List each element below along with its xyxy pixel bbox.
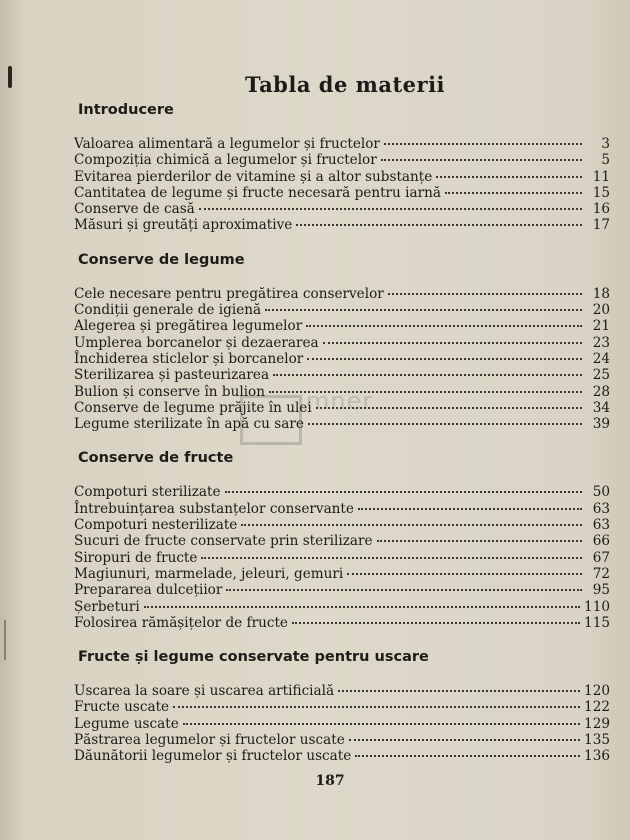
toc-entry [74,302,610,318]
dot-leader [296,224,582,226]
toc-entry-label: Valoarea alimentară a legumelor și fructelor [74,136,380,152]
toc-entry [74,533,610,549]
toc-entry [74,400,610,416]
toc-entry [74,599,610,615]
dot-leader [144,606,580,608]
dot-leader [199,208,582,210]
dot-leader [292,622,580,624]
toc-entry [74,185,610,201]
toc-entry-page: 129 [584,715,610,732]
toc-entry-page: 95 [592,582,610,599]
toc-entry-page: 11 [592,168,610,185]
toc-entry-page: 136 [584,748,610,765]
toc-entry-page: 72 [592,565,610,582]
toc-entry-label: Evitarea pierderilor de vitamine și a altor substanțe [74,168,433,185]
toc-entry-page: 50 [592,484,610,501]
dot-leader [347,573,582,575]
toc-section [74,649,610,764]
toc-entry-page: 115 [584,614,610,631]
toc-entry [74,384,610,400]
dot-leader [445,192,582,194]
section-title: Introducere [78,102,174,118]
toc-entry-page: 25 [592,367,610,384]
toc-entry [74,351,610,367]
toc-entry [74,748,610,764]
toc-entry-label: Siropuri de fructe [74,549,198,566]
toc-entry-page: 39 [592,416,610,433]
dot-leader [306,325,582,327]
toc-section [74,450,610,631]
toc-entry-label: Compoturi sterilizate [74,484,221,501]
toc-entry-label: Fructe uscate [74,699,170,716]
toc-section [74,102,610,234]
toc-entry-label: Condiții generale de igienă [74,302,262,319]
toc-entry-label: Legume uscate [74,715,179,732]
dot-leader [338,690,580,692]
toc-entry-page: 63 [592,517,610,534]
toc-entry-page: 3 [601,136,610,152]
toc-entry-label: Sterilizarea și pasteurizarea [74,367,270,384]
toc-entry [74,201,610,217]
toc-entry-label: Dăunătorii legumelor și fructelor uscate [74,748,352,765]
toc-entry [74,136,610,152]
toc-entry [74,335,610,351]
dot-leader [225,491,582,493]
toc-entry-page: 28 [592,383,610,400]
toc-entry-page: 24 [592,350,610,367]
dot-leader [358,508,582,510]
toc-entry-page: 5 [601,152,610,169]
toc-entry [74,217,610,233]
toc-entry-label: Cele necesare pentru pregătirea conservelor [74,285,384,302]
toc-entry [74,416,610,432]
dot-leader [381,159,582,161]
page-number: 187 [315,773,345,789]
toc-entry-page: 20 [592,302,610,319]
toc-entry-page: 122 [584,699,610,716]
toc-entry [74,517,610,533]
table-of-contents [74,102,610,783]
dot-leader [377,540,582,542]
dot-leader [201,557,582,559]
toc-entry [74,550,610,566]
toc-entry-label: Sucuri de fructe conservate prin sterilizare [74,533,373,550]
dot-leader [273,374,582,376]
dot-leader [349,739,580,741]
toc-entry [74,615,610,631]
toc-entry [74,582,610,598]
dot-leader [308,423,582,425]
toc-entry-page: 34 [592,399,610,416]
toc-entry-label: Folosirea rămășițelor de fructe [74,614,288,631]
toc-entry [74,318,610,334]
toc-entry-page: 16 [592,201,610,218]
toc-entry [74,566,610,582]
toc-section [74,252,610,433]
dot-leader [265,309,582,311]
dot-leader [226,589,582,591]
toc-entry-page: 63 [592,500,610,517]
toc-entry-label: Întrebuințarea substanțelor conservante [74,500,354,517]
toc-entry-label: Conserve de legume prăjite în ulei [74,399,312,416]
toc-entry [74,152,610,168]
section-title: Fructe și legume conservate pentru uscare [78,649,429,666]
toc-entry-page: 67 [592,549,610,566]
toc-entry-label: Umplerea borcanelor și dezaerarea [74,334,319,351]
toc-entry-page: 23 [592,334,610,351]
toc-entry-label: Conserve de casă [74,201,195,218]
dot-leader [436,176,582,178]
toc-entry-label: Păstrarea legumelor și fructelor uscate [74,732,345,749]
dot-leader [269,391,582,393]
toc-entry-page: 135 [584,732,610,749]
toc-entry-page: 110 [584,598,610,615]
dot-leader [183,723,580,725]
toc-entry-page: 66 [592,533,610,550]
toc-entry-label: Prepararea dulcețiior [74,582,223,599]
toc-entry-label: Bulion și conserve în bulion [74,383,265,400]
toc-entry-label: Șerbeturi [74,598,140,615]
toc-entry-label: Măsuri și greutăți aproximative [74,217,293,234]
toc-entry-label: Compoziția chimică a legumelor și fructelor [74,152,377,169]
dot-leader [316,407,582,409]
toc-entry [74,169,610,185]
toc-entry [74,683,610,699]
toc-entry-label: Uscarea la soare și uscarea artificială [74,683,335,700]
toc-entry [74,286,610,302]
dot-leader [307,358,582,360]
toc-entry-page: 18 [592,285,610,302]
dot-leader [355,755,580,757]
toc-entry-page: 17 [592,217,610,234]
dot-leader [388,293,582,295]
toc-entry-label: Compoturi nesterilizate [74,517,238,534]
toc-entry [74,501,610,517]
toc-entry-page: 15 [592,184,610,201]
toc-entry-label: Magiunuri, marmelade, jeleuri, gemuri [74,565,344,582]
toc-entry [74,484,610,500]
toc-entry [74,732,610,748]
toc-entry-label: Alegerea și pregătirea legumelor [74,318,303,335]
toc-entry [74,699,610,715]
toc-entry-label: Închiderea sticlelor și borcanelor [74,350,304,367]
toc-entry-page: 21 [592,318,610,335]
dot-leader [384,143,582,145]
toc-entry-page: 120 [584,683,610,700]
dot-leader [323,342,582,344]
toc-entry [74,716,610,732]
toc-entry-label: Cantitatea de legume și fructe necesară pentru iarnă [74,184,441,201]
section-title: Conserve de fructe [78,450,234,467]
page-title: Tabla de materii [244,72,446,97]
edge-mark [4,620,6,660]
dot-leader [173,706,580,708]
watermark-text: mner [306,387,374,415]
toc-entry-label: Legume sterilizate în apă cu sare [74,416,304,433]
dot-leader [241,524,582,526]
toc-entry [74,367,610,383]
section-title: Conserve de legume [78,251,245,268]
